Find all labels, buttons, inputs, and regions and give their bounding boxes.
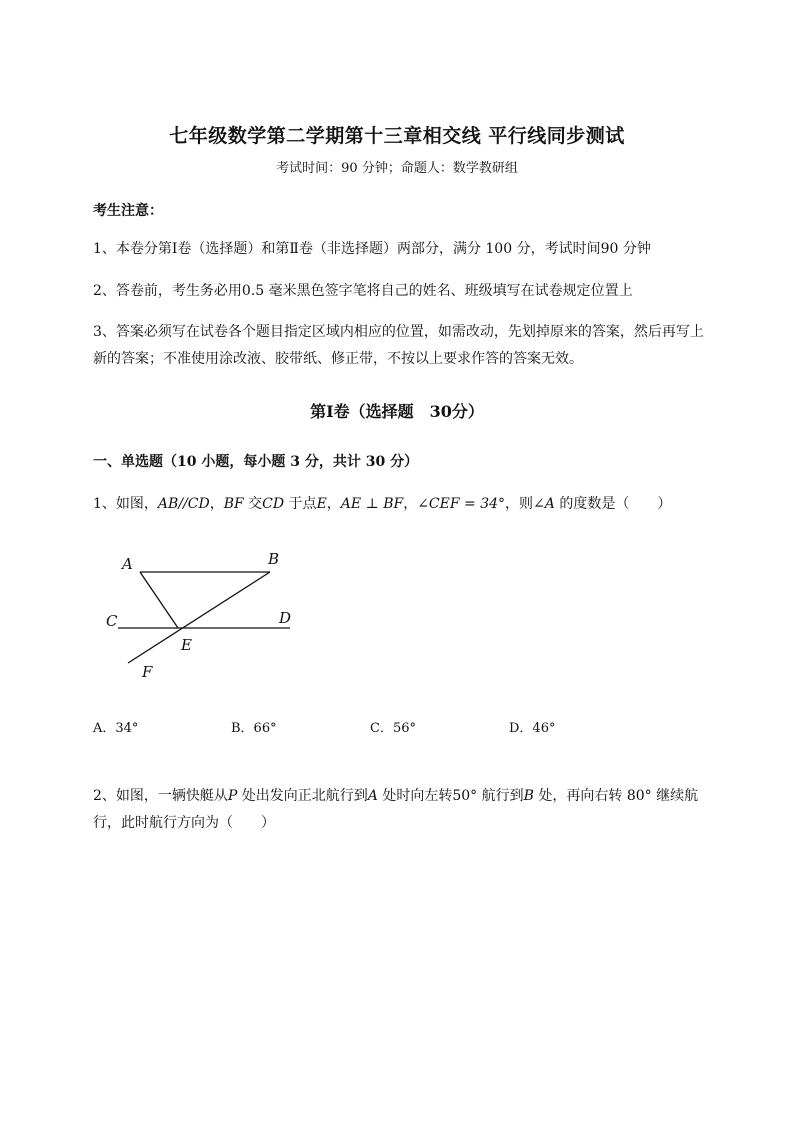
q1-text: ，则 <box>505 496 534 512</box>
label-b: B <box>268 550 280 568</box>
label-a: A <box>122 555 133 573</box>
q1-math: BF <box>223 496 244 512</box>
q2-text: 2、如图，一辆快艇从 <box>93 788 228 804</box>
q1-math: AB//CD <box>157 496 210 512</box>
q1-math: CD <box>262 496 285 512</box>
option-b[interactable]: B．66° <box>231 721 277 736</box>
q1-math: AE ⊥ BF <box>340 496 404 512</box>
line-ae <box>140 572 178 628</box>
notice-item-2: 2、答卷前，考生务必用0.5 毫米黑色签字笔将自己的姓名、班级填写在试卷规定位置上 <box>93 283 633 299</box>
q1-text: ， <box>209 496 224 512</box>
q1-math: E <box>316 496 327 512</box>
notice-item-1: 1、本卷分第Ⅰ卷（选择题）和第Ⅱ卷（非选择题）两部分，满分 100 分，考试时间90 分钟 <box>93 241 651 257</box>
q1-text: ， <box>326 496 341 512</box>
notice-heading: 考生注意： <box>93 203 163 219</box>
q2-text: 处，再向右转 80° 继续航行，此时航行方向为（ ） <box>93 788 699 831</box>
q2-math: B <box>523 788 534 804</box>
exam-subtitle: 考试时间：90 分钟；命题人：数学教研组 <box>276 161 518 176</box>
q1-math: ∠CEF = 34° <box>417 496 506 512</box>
q1-text: 的度数是（ ） <box>554 496 672 512</box>
label-f: F <box>142 663 153 681</box>
option-a[interactable]: A．34° <box>93 721 139 736</box>
label-e: E <box>181 636 192 654</box>
q1-text: 交 <box>243 496 263 512</box>
geometry-figure <box>100 545 310 685</box>
option-d[interactable]: D．46° <box>509 721 556 736</box>
q1-text: 1、如图， <box>93 496 158 512</box>
q2-text: 处时向左转50° 航行到 <box>377 788 524 804</box>
question-1 <box>93 491 705 518</box>
notice-item-3: 3、答案必须写在试卷各个题目指定区域内相应的位置，如需改动，先划掉原来的答案，然后再写上新的答案；不准使用涂改液、胶带纸、修正带，不按以上要求作答的答案无效。 <box>93 324 704 367</box>
exam-title: 七年级数学第二学期第十三章相交线 平行线同步测试 <box>169 125 625 147</box>
label-d: D <box>279 609 292 627</box>
q2-text: 处出发向正北航行到 <box>237 788 368 804</box>
q1-text: ， <box>403 496 418 512</box>
q1-options <box>93 717 705 739</box>
q2-math: A <box>367 788 378 804</box>
option-c[interactable]: C．56° <box>370 721 416 736</box>
label-c: C <box>106 612 118 630</box>
q2-math: P <box>227 788 238 804</box>
q1-math: ∠A <box>533 496 555 512</box>
q1-text: 于点 <box>284 496 317 512</box>
section-title: 第Ⅰ卷（选择题 30分） <box>310 402 484 421</box>
question-2 <box>93 783 705 837</box>
subsection-title: 一、单选题（10 小题，每小题 3 分，共计 30 分） <box>93 454 419 470</box>
